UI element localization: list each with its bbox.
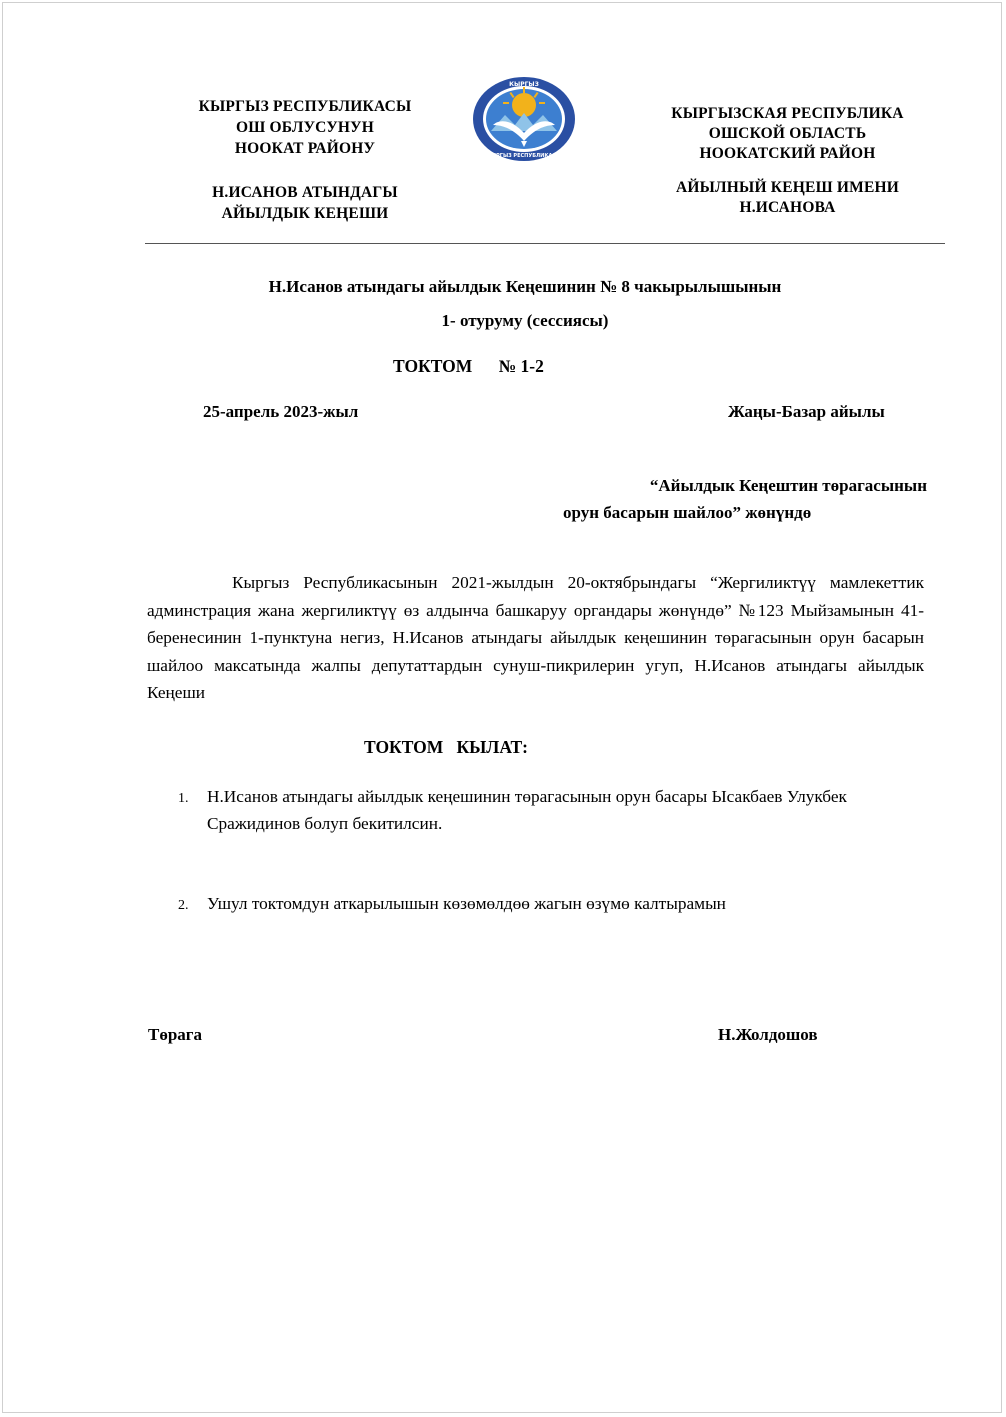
document-title: Н.Исанов атындагы айылдык Кеңешинин № 8 чакырылышынын — [268, 277, 782, 296]
resolves-heading: ТОКТОМ КЫЛАТ: — [364, 737, 528, 757]
header-left-line: ОШ ОБЛУСУНУН — [235, 119, 375, 136]
signature-role: Төрага — [148, 1025, 203, 1044]
header-right-line: КЫРГЫЗСКАЯ РЕСПУБЛИКА — [671, 105, 904, 122]
header-left-line: НООКАТ РАЙОНУ — [234, 140, 376, 157]
document-subtitle: 1- отуруму (сессиясы) — [441, 311, 609, 330]
header-left-line: Н.ИСАНОВ АТЫНДАГЫ — [212, 184, 398, 201]
decree-number: ТОКТОМ № 1-2 — [393, 356, 544, 376]
state-emblem-icon — [471, 75, 577, 163]
header-left-line: КЫРГЫЗ РЕСПУБЛИКАСЫ — [198, 98, 412, 115]
list-item-text: Н.Исанов атындагы айылдык кеңешинин төрагасынын орун басары Ысакбаев Улукбек Сражидинов болуп бекитилсин. — [207, 787, 847, 833]
list-item-number: 2. — [178, 898, 189, 913]
header-divider — [145, 243, 945, 244]
header-right-line: Н.ИСАНОВА — [739, 199, 836, 216]
header-right-line: АЙЫЛНЫЙ КЕҢЕШ ИМЕНИ — [675, 179, 900, 196]
emblem-bottom-text: КЫРГЫЗ РЕСПУБЛИКАСЫ — [486, 153, 562, 159]
subject-line: “Айылдык Кеңештин төрагасынын — [649, 476, 927, 495]
decree-date: 25-апрель 2023-жыл — [203, 402, 359, 421]
header-right — [640, 104, 935, 218]
emblem-top-text: КЫРГЫЗ — [509, 81, 539, 88]
header-left-line: АЙЫЛДЫК КЕҢЕШИ — [221, 205, 389, 222]
decree-place: Жаңы-Базар айылы — [728, 402, 885, 421]
header-right-line: ОШСКОЙ ОБЛАСТЬ — [708, 125, 867, 142]
list-item-number: 1. — [178, 791, 189, 806]
header-left — [150, 96, 460, 224]
signature-name: Н.Жолдошов — [718, 1025, 818, 1044]
header-right-line: НООКАТСКИЙ РАЙОН — [699, 145, 876, 162]
list-item-text: Ушул токтомдун аткарылышын көзөмөлдөө жагын өзүмө калтырамын — [207, 894, 726, 913]
subject-line: орун басарын шайлоо” жөнүндө — [563, 503, 812, 522]
decree-subject — [555, 472, 927, 526]
preamble-paragraph: Кыргыз Республикасынын 2021-жылдын 20-октябрындагы “Жергиликтүү мамлекеттик админстрация жана жергиликтүү өз алдынча башкаруу органдары жөнүндө” №123 Мыйзамынын 41-беренесинин 1-пунктуна негиз, Н.Исанов атындагы айылдык кеңешинин төрагасынын орун басарын шайлоо максатында жалпы депутаттардын сунуш-пикрилерин угуп, Н.Исанов атындагы айылдык Кеңеши — [147, 573, 924, 702]
